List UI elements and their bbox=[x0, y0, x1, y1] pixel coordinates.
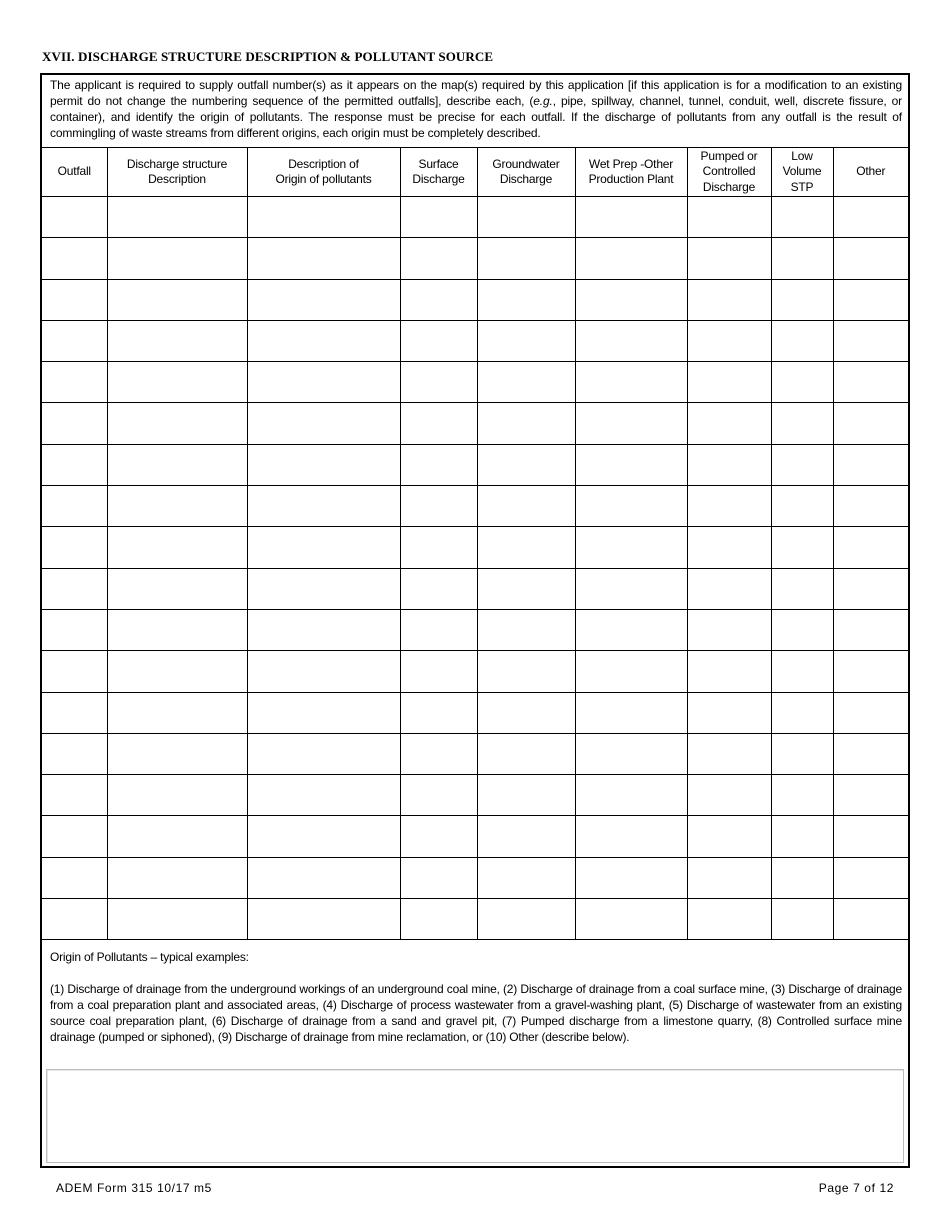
cell-wet-prep[interactable] bbox=[575, 362, 687, 403]
cell-low-volume-stp[interactable] bbox=[771, 899, 833, 940]
table-row bbox=[42, 527, 908, 568]
table-header-row bbox=[42, 148, 908, 197]
header-origin-of-pollutants: Description of Origin of pollutants bbox=[247, 148, 400, 197]
cell-surface-discharge[interactable] bbox=[400, 733, 477, 774]
header-pumped-controlled: Pumped or Controlled Discharge bbox=[687, 148, 771, 197]
cell-other[interactable] bbox=[833, 362, 908, 403]
cell-other[interactable] bbox=[833, 692, 908, 733]
table-row bbox=[42, 692, 908, 733]
cell-pumped-controlled[interactable] bbox=[687, 279, 771, 320]
cell-surface-discharge[interactable] bbox=[400, 486, 477, 527]
cell-other[interactable] bbox=[833, 568, 908, 609]
cell-low-volume-stp[interactable] bbox=[771, 362, 833, 403]
cell-outfall[interactable] bbox=[42, 733, 107, 774]
cell-outfall[interactable] bbox=[42, 857, 107, 898]
examples-title: Origin of Pollutants – typical examples: bbox=[50, 950, 249, 964]
cell-origin-of-pollutants[interactable] bbox=[247, 444, 400, 485]
table-row bbox=[42, 486, 908, 527]
cell-pumped-controlled[interactable] bbox=[687, 444, 771, 485]
cell-pumped-controlled[interactable] bbox=[687, 197, 771, 238]
cell-low-volume-stp[interactable] bbox=[771, 775, 833, 816]
cell-pumped-controlled[interactable] bbox=[687, 857, 771, 898]
cell-wet-prep[interactable] bbox=[575, 775, 687, 816]
header-discharge-structure: Discharge structure Description bbox=[107, 148, 247, 197]
cell-wet-prep[interactable] bbox=[575, 320, 687, 361]
cell-pumped-controlled[interactable] bbox=[687, 899, 771, 940]
cell-outfall[interactable] bbox=[42, 197, 107, 238]
cell-low-volume-stp[interactable] bbox=[771, 444, 833, 485]
cell-outfall[interactable] bbox=[42, 486, 107, 527]
cell-outfall[interactable] bbox=[42, 238, 107, 279]
cell-discharge-structure[interactable] bbox=[107, 527, 247, 568]
cell-other[interactable] bbox=[833, 486, 908, 527]
cell-wet-prep[interactable] bbox=[575, 899, 687, 940]
table-row bbox=[42, 857, 908, 898]
cell-outfall[interactable] bbox=[42, 775, 107, 816]
header-groundwater-discharge: Groundwater Discharge bbox=[477, 148, 575, 197]
cell-other[interactable] bbox=[833, 238, 908, 279]
cell-surface-discharge[interactable] bbox=[400, 609, 477, 650]
cell-surface-discharge[interactable] bbox=[400, 197, 477, 238]
cell-wet-prep[interactable] bbox=[575, 197, 687, 238]
cell-surface-discharge[interactable] bbox=[400, 775, 477, 816]
cell-wet-prep[interactable] bbox=[575, 816, 687, 857]
cell-discharge-structure[interactable] bbox=[107, 486, 247, 527]
cell-surface-discharge[interactable] bbox=[400, 238, 477, 279]
cell-origin-of-pollutants[interactable] bbox=[247, 609, 400, 650]
cell-outfall[interactable] bbox=[42, 279, 107, 320]
cell-discharge-structure[interactable] bbox=[107, 320, 247, 361]
cell-other[interactable] bbox=[833, 197, 908, 238]
cell-outfall[interactable] bbox=[42, 899, 107, 940]
cell-surface-discharge[interactable] bbox=[400, 320, 477, 361]
cell-other[interactable] bbox=[833, 651, 908, 692]
table-row bbox=[42, 651, 908, 692]
cell-low-volume-stp[interactable] bbox=[771, 651, 833, 692]
cell-wet-prep[interactable] bbox=[575, 609, 687, 650]
cell-groundwater-discharge[interactable] bbox=[477, 362, 575, 403]
cell-groundwater-discharge[interactable] bbox=[477, 279, 575, 320]
cell-other[interactable] bbox=[833, 857, 908, 898]
cell-groundwater-discharge[interactable] bbox=[477, 609, 575, 650]
intro-instructions bbox=[50, 77, 902, 141]
cell-groundwater-discharge[interactable] bbox=[477, 403, 575, 444]
table-row bbox=[42, 444, 908, 485]
cell-discharge-structure[interactable] bbox=[107, 568, 247, 609]
cell-surface-discharge[interactable] bbox=[400, 568, 477, 609]
cell-origin-of-pollutants[interactable] bbox=[247, 486, 400, 527]
cell-outfall[interactable] bbox=[42, 651, 107, 692]
cell-outfall[interactable] bbox=[42, 403, 107, 444]
cell-outfall[interactable] bbox=[42, 568, 107, 609]
table-row bbox=[42, 816, 908, 857]
cell-origin-of-pollutants[interactable] bbox=[247, 857, 400, 898]
table-row bbox=[42, 899, 908, 940]
form-box bbox=[40, 73, 910, 1168]
cell-low-volume-stp[interactable] bbox=[771, 609, 833, 650]
cell-origin-of-pollutants[interactable] bbox=[247, 320, 400, 361]
cell-other[interactable] bbox=[833, 403, 908, 444]
cell-wet-prep[interactable] bbox=[575, 527, 687, 568]
cell-wet-prep[interactable] bbox=[575, 403, 687, 444]
cell-origin-of-pollutants[interactable] bbox=[247, 651, 400, 692]
cell-low-volume-stp[interactable] bbox=[771, 857, 833, 898]
table-row bbox=[42, 238, 908, 279]
cell-wet-prep[interactable] bbox=[575, 238, 687, 279]
cell-wet-prep[interactable] bbox=[575, 733, 687, 774]
cell-surface-discharge[interactable] bbox=[400, 403, 477, 444]
cell-groundwater-discharge[interactable] bbox=[477, 899, 575, 940]
examples-text: (1) Discharge of drainage from the underground workings of an underground coal mine, (2) Discharge of drainage from a coal surface mine, (3) Discharge of drainage from a coal preparation plant and associated areas, (4) Discharge of process wastewater from a gravel-washing plant, (5) Discharge of wastewater from an existing source coal preparation plant, (6) Discharge of drainage from a sand and gravel pit, (7) Pumped discharge from a limestone quarry, (8) Controlled surface mine drainage (pumped or siphoned), (9) Discharge of drainage from mine reclamation, or (10) Other (describe below). bbox=[50, 982, 902, 1044]
cell-discharge-structure[interactable] bbox=[107, 238, 247, 279]
intro-text-part1: The applicant is required to supply outfall number(s) as it appears on the map(s) required by this application [if this application is for a modification to an existing permit do not change the numbering sequence of the permitted outfalls], describe each, ( bbox=[50, 78, 902, 108]
section-title: XVII. DISCHARGE STRUCTURE DESCRIPTION & POLLUTANT SOURCE bbox=[42, 49, 494, 64]
cell-outfall[interactable] bbox=[42, 692, 107, 733]
cell-origin-of-pollutants[interactable] bbox=[247, 568, 400, 609]
cell-discharge-structure[interactable] bbox=[107, 775, 247, 816]
cell-discharge-structure[interactable] bbox=[107, 403, 247, 444]
cell-pumped-controlled[interactable] bbox=[687, 238, 771, 279]
cell-outfall[interactable] bbox=[42, 362, 107, 403]
cell-other[interactable] bbox=[833, 320, 908, 361]
cell-low-volume-stp[interactable] bbox=[771, 279, 833, 320]
table-row bbox=[42, 733, 908, 774]
cell-outfall[interactable] bbox=[42, 609, 107, 650]
cell-pumped-controlled[interactable] bbox=[687, 733, 771, 774]
cell-pumped-controlled[interactable] bbox=[687, 651, 771, 692]
cell-pumped-controlled[interactable] bbox=[687, 775, 771, 816]
cell-pumped-controlled[interactable] bbox=[687, 486, 771, 527]
cell-surface-discharge[interactable] bbox=[400, 444, 477, 485]
cell-groundwater-discharge[interactable] bbox=[477, 692, 575, 733]
cell-groundwater-discharge[interactable] bbox=[477, 568, 575, 609]
cell-other[interactable] bbox=[833, 279, 908, 320]
cell-surface-discharge[interactable] bbox=[400, 362, 477, 403]
cell-pumped-controlled[interactable] bbox=[687, 568, 771, 609]
cell-pumped-controlled[interactable] bbox=[687, 362, 771, 403]
cell-origin-of-pollutants[interactable] bbox=[247, 279, 400, 320]
outfall-table bbox=[42, 147, 908, 940]
cell-pumped-controlled[interactable] bbox=[687, 816, 771, 857]
footer-form-id: ADEM Form 315 10/17 m5 bbox=[56, 1181, 212, 1195]
cell-other[interactable] bbox=[833, 527, 908, 568]
table-row bbox=[42, 609, 908, 650]
header-outfall: Outfall bbox=[42, 148, 107, 197]
footer-page-number: Page 7 of 12 bbox=[818, 1181, 894, 1195]
cell-outfall[interactable] bbox=[42, 444, 107, 485]
cell-wet-prep[interactable] bbox=[575, 692, 687, 733]
cell-wet-prep[interactable] bbox=[575, 568, 687, 609]
cell-other[interactable] bbox=[833, 609, 908, 650]
cell-low-volume-stp[interactable] bbox=[771, 527, 833, 568]
cell-low-volume-stp[interactable] bbox=[771, 197, 833, 238]
cell-outfall[interactable] bbox=[42, 816, 107, 857]
table-row bbox=[42, 197, 908, 238]
cell-low-volume-stp[interactable] bbox=[771, 568, 833, 609]
cell-surface-discharge[interactable] bbox=[400, 857, 477, 898]
cell-surface-discharge[interactable] bbox=[400, 816, 477, 857]
cell-discharge-structure[interactable] bbox=[107, 279, 247, 320]
cell-groundwater-discharge[interactable] bbox=[477, 320, 575, 361]
cell-groundwater-discharge[interactable] bbox=[477, 651, 575, 692]
cell-surface-discharge[interactable] bbox=[400, 527, 477, 568]
cell-low-volume-stp[interactable] bbox=[771, 816, 833, 857]
cell-groundwater-discharge[interactable] bbox=[477, 238, 575, 279]
cell-surface-discharge[interactable] bbox=[400, 899, 477, 940]
cell-low-volume-stp[interactable] bbox=[771, 320, 833, 361]
cell-origin-of-pollutants[interactable] bbox=[247, 775, 400, 816]
cell-origin-of-pollutants[interactable] bbox=[247, 527, 400, 568]
header-low-volume-stp: Low Volume STP bbox=[771, 148, 833, 197]
cell-wet-prep[interactable] bbox=[575, 279, 687, 320]
cell-origin-of-pollutants[interactable] bbox=[247, 362, 400, 403]
cell-surface-discharge[interactable] bbox=[400, 279, 477, 320]
cell-low-volume-stp[interactable] bbox=[771, 733, 833, 774]
header-surface-discharge: Surface Discharge bbox=[400, 148, 477, 197]
cell-discharge-structure[interactable] bbox=[107, 609, 247, 650]
cell-pumped-controlled[interactable] bbox=[687, 609, 771, 650]
cell-pumped-controlled[interactable] bbox=[687, 403, 771, 444]
cell-groundwater-discharge[interactable] bbox=[477, 733, 575, 774]
cell-pumped-controlled[interactable] bbox=[687, 527, 771, 568]
table-row bbox=[42, 775, 908, 816]
cell-low-volume-stp[interactable] bbox=[771, 403, 833, 444]
intro-text-part2: , pipe, spillway, channel, tunnel, conduit, well, discrete fissure, or container), and identify the origin of pollutants. The response must be precise for each outfall. If the discharge of pollutants from any outfall is the result of commingling of waste streams from different origins, each origin must be completely described. bbox=[50, 94, 902, 140]
header-other: Other bbox=[833, 148, 908, 197]
cell-other[interactable] bbox=[833, 816, 908, 857]
cell-pumped-controlled[interactable] bbox=[687, 692, 771, 733]
table-row bbox=[42, 320, 908, 361]
cell-wet-prep[interactable] bbox=[575, 651, 687, 692]
cell-origin-of-pollutants[interactable] bbox=[247, 238, 400, 279]
cell-outfall[interactable] bbox=[42, 320, 107, 361]
cell-origin-of-pollutants[interactable] bbox=[247, 816, 400, 857]
cell-origin-of-pollutants[interactable] bbox=[247, 899, 400, 940]
cell-origin-of-pollutants[interactable] bbox=[247, 197, 400, 238]
cell-discharge-structure[interactable] bbox=[107, 444, 247, 485]
describe-other-field[interactable] bbox=[46, 1069, 904, 1163]
cell-discharge-structure[interactable] bbox=[107, 651, 247, 692]
cell-outfall[interactable] bbox=[42, 527, 107, 568]
cell-origin-of-pollutants[interactable] bbox=[247, 733, 400, 774]
cell-groundwater-discharge[interactable] bbox=[477, 197, 575, 238]
cell-discharge-structure[interactable] bbox=[107, 899, 247, 940]
cell-discharge-structure[interactable] bbox=[107, 197, 247, 238]
cell-discharge-structure[interactable] bbox=[107, 362, 247, 403]
cell-discharge-structure[interactable] bbox=[107, 816, 247, 857]
table-row bbox=[42, 362, 908, 403]
cell-other[interactable] bbox=[833, 899, 908, 940]
cell-groundwater-discharge[interactable] bbox=[477, 816, 575, 857]
cell-groundwater-discharge[interactable] bbox=[477, 527, 575, 568]
cell-low-volume-stp[interactable] bbox=[771, 692, 833, 733]
cell-discharge-structure[interactable] bbox=[107, 692, 247, 733]
cell-pumped-controlled[interactable] bbox=[687, 320, 771, 361]
cell-origin-of-pollutants[interactable] bbox=[247, 692, 400, 733]
cell-other[interactable] bbox=[833, 444, 908, 485]
table-row bbox=[42, 403, 908, 444]
cell-other[interactable] bbox=[833, 775, 908, 816]
cell-wet-prep[interactable] bbox=[575, 486, 687, 527]
cell-other[interactable] bbox=[833, 733, 908, 774]
cell-origin-of-pollutants[interactable] bbox=[247, 403, 400, 444]
cell-groundwater-discharge[interactable] bbox=[477, 857, 575, 898]
cell-surface-discharge[interactable] bbox=[400, 692, 477, 733]
cell-groundwater-discharge[interactable] bbox=[477, 486, 575, 527]
cell-low-volume-stp[interactable] bbox=[771, 238, 833, 279]
cell-discharge-structure[interactable] bbox=[107, 857, 247, 898]
intro-eg: e.g. bbox=[533, 94, 553, 108]
cell-discharge-structure[interactable] bbox=[107, 733, 247, 774]
cell-wet-prep[interactable] bbox=[575, 444, 687, 485]
cell-low-volume-stp[interactable] bbox=[771, 486, 833, 527]
header-wet-prep: Wet Prep -Other Production Plant bbox=[575, 148, 687, 197]
table-row bbox=[42, 568, 908, 609]
cell-groundwater-discharge[interactable] bbox=[477, 775, 575, 816]
cell-groundwater-discharge[interactable] bbox=[477, 444, 575, 485]
cell-surface-discharge[interactable] bbox=[400, 651, 477, 692]
table-row bbox=[42, 279, 908, 320]
cell-wet-prep[interactable] bbox=[575, 857, 687, 898]
